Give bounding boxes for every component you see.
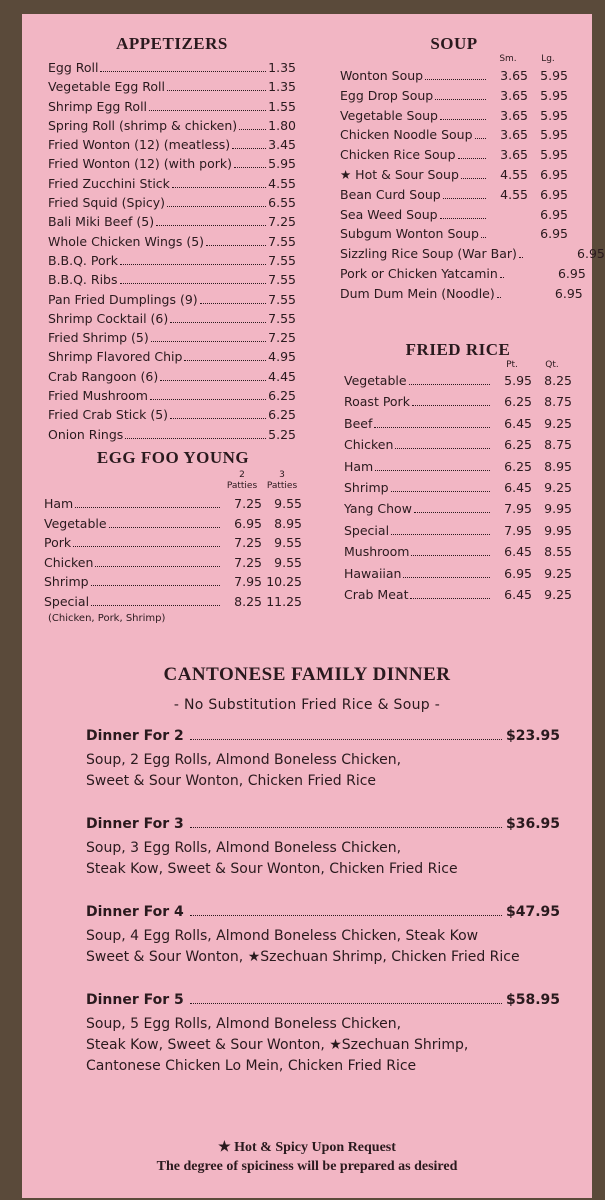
menu-item (340, 265, 586, 286)
dinner-package (86, 816, 560, 880)
item-price-large: 5.95 (540, 147, 568, 163)
menu-item (48, 156, 296, 175)
col-header-large: Lg. (541, 54, 555, 64)
menu-item (44, 555, 302, 575)
item-name: Whole Chicken Wings (5) (48, 233, 205, 249)
dot-leader (190, 739, 502, 740)
col-header-pint: Pt. (506, 360, 518, 370)
item-price-small: 7.95 (504, 501, 532, 517)
menu-item (344, 459, 572, 480)
menu-item (340, 226, 568, 246)
menu-item (340, 108, 568, 128)
menu-item (48, 214, 296, 233)
dot-leader (151, 341, 266, 342)
item-price-large: 6.95 (540, 166, 568, 182)
soup-section (340, 34, 605, 306)
item-name: Dum Dum Mein (Noodle) (340, 285, 495, 301)
dot-leader (411, 555, 490, 556)
dot-leader (149, 110, 266, 111)
item-price-large: 6.95 (540, 186, 568, 202)
menu-item (44, 594, 302, 614)
dot-leader (167, 90, 266, 91)
dot-leader (150, 399, 266, 400)
item-price-small: 7.95 (234, 574, 262, 589)
menu-item (44, 574, 302, 594)
dot-leader (184, 360, 266, 361)
item-price-large: 8.75 (544, 394, 572, 410)
menu-item (48, 349, 296, 368)
item-price-small: 6.25 (504, 394, 532, 410)
item-name: Spring Roll (shrimp & chicken) (48, 117, 238, 133)
item-price-small: 6.45 (504, 479, 532, 495)
col-header-2: 2 (239, 470, 245, 480)
item-name: B.B.Q. Pork (48, 252, 119, 268)
dot-leader (395, 448, 490, 449)
item-price: 6.55 (268, 195, 296, 211)
dot-leader (461, 178, 486, 179)
item-price-large: 9.25 (544, 565, 572, 581)
dot-leader (200, 303, 266, 304)
item-name: Bean Curd Soup (340, 186, 441, 202)
dinner-package (86, 728, 560, 792)
item-name: Fried Crab Stick (5) (48, 407, 169, 423)
item-name: Shrimp Flavored Chip (48, 349, 183, 365)
menu-item (48, 99, 296, 118)
menu-item (44, 516, 302, 536)
special-note: (Chicken, Pork, Shrimp) (48, 613, 166, 624)
item-price: 4.55 (268, 175, 296, 191)
item-name: Fried Mushroom (48, 388, 148, 404)
dinner-description: Soup, 5 Egg Rolls, Almond Boneless Chicken, (86, 1016, 402, 1032)
item-price-large: 5.95 (540, 68, 568, 83)
item-name: Vegetable Egg Roll (48, 79, 165, 95)
dot-leader (206, 245, 266, 246)
menu-item (48, 137, 296, 156)
menu-item (344, 523, 572, 544)
dot-leader (412, 405, 490, 406)
item-price-large: 8.55 (544, 544, 572, 560)
item-name: Chicken Rice Soup (340, 147, 456, 163)
appetizers-list (48, 60, 296, 446)
menu-item (44, 496, 302, 516)
item-name: Shrimp Egg Roll (48, 98, 148, 114)
item-name: Wonton Soup (340, 68, 424, 83)
item-name: Special (44, 593, 90, 609)
item-price: 6.25 (268, 388, 296, 404)
egg-foo-young-column-subheaders (44, 481, 302, 492)
item-name: Fried Shrimp (5) (48, 330, 149, 346)
menu-item (340, 207, 568, 227)
dinner-description: Soup, 3 Egg Rolls, Almond Boneless Chicken, (86, 840, 402, 856)
family-dinner-subtitle: - No Substitution Fried Rice & Soup - (173, 697, 441, 713)
menu-item (344, 501, 572, 522)
item-price: 7.55 (268, 291, 296, 307)
item-price-large: 8.95 (544, 458, 572, 474)
item-name: Hawaiian (344, 565, 402, 581)
dot-leader (190, 827, 502, 828)
item-name: Fried Zucchini Stick (48, 175, 170, 191)
item-price-small: 6.25 (504, 458, 532, 474)
item-price: 1.55 (268, 98, 296, 114)
col-subheader-3: Patties (266, 481, 298, 491)
dinner-price: $36.95 (505, 816, 560, 832)
item-name: Pan Fried Dumplings (9) (48, 291, 198, 307)
dot-leader (190, 1003, 502, 1004)
item-name: Egg Roll (48, 60, 99, 75)
menu-item (340, 167, 568, 187)
menu-item (48, 195, 296, 214)
item-price-large: 11.25 (266, 593, 302, 609)
dinner-header (86, 992, 560, 1014)
dinner-package (86, 992, 560, 1077)
item-price: 4.45 (268, 368, 296, 384)
menu-item (344, 437, 572, 458)
item-price-small: 4.55 (500, 186, 528, 202)
menu-item (344, 480, 572, 501)
item-name: ★ Hot & Sour Soup (340, 166, 459, 182)
item-name: Chicken (344, 437, 394, 453)
item-name: Yang Chow (344, 501, 412, 517)
item-price: 6.25 (268, 407, 296, 423)
item-name: Vegetable (44, 515, 107, 531)
item-name: Shrimp (44, 574, 89, 589)
dot-leader (425, 79, 486, 80)
item-price-small: 4.55 (500, 166, 528, 182)
egg-foo-young-list (44, 496, 302, 613)
dot-leader (440, 218, 486, 219)
item-price-small: 3.65 (500, 127, 528, 143)
dinner-price: $47.95 (505, 904, 560, 920)
menu-item (344, 566, 572, 587)
item-name: Pork (44, 535, 72, 550)
menu-item (48, 176, 296, 195)
item-price: 7.55 (268, 233, 296, 249)
menu-item (48, 311, 296, 330)
menu-item (44, 535, 302, 555)
item-price-large: 9.55 (274, 554, 302, 570)
menu-item (344, 544, 572, 565)
fried-rice-section (344, 340, 572, 608)
dot-leader (120, 264, 266, 265)
egg-foo-young-column-headers (44, 470, 302, 481)
dot-leader (160, 380, 266, 381)
item-price-large: 9.55 (274, 496, 302, 511)
item-price: 3.45 (268, 137, 296, 153)
item-price-small: 5.95 (504, 373, 532, 388)
item-price-large: 9.55 (274, 535, 302, 550)
dot-leader (190, 915, 502, 916)
menu-item (48, 292, 296, 311)
item-name: Vegetable Soup (340, 107, 438, 123)
soup-list (340, 68, 605, 306)
dot-leader (391, 491, 490, 492)
item-price: 1.35 (268, 60, 296, 75)
menu-item (344, 394, 572, 415)
item-price-small: 3.65 (500, 87, 528, 103)
item-price-large: 8.95 (274, 515, 302, 531)
dot-leader (156, 225, 266, 226)
item-price-small: 8.25 (234, 593, 262, 609)
menu-item (48, 388, 296, 407)
item-price-large: 9.25 (544, 415, 572, 431)
item-price-small: 7.25 (234, 496, 262, 511)
item-name: Chicken Noodle Soup (340, 127, 473, 143)
dinner-description: Soup, 4 Egg Rolls, Almond Boneless Chicken, Steak Kow (86, 928, 479, 944)
appetizers-heading: APPETIZERS (116, 34, 228, 53)
dot-leader (481, 237, 486, 238)
menu-item (344, 373, 572, 394)
item-price: 7.25 (268, 330, 296, 346)
dot-leader (374, 427, 490, 428)
item-name: Mushroom (344, 544, 410, 560)
item-price-small: 6.45 (504, 415, 532, 431)
item-price-small: 6.45 (504, 544, 532, 560)
dot-leader (91, 585, 220, 586)
menu-item (48, 407, 296, 426)
item-price-small: 6.95 (234, 515, 262, 531)
dot-leader (414, 512, 490, 513)
dot-leader (375, 470, 490, 471)
dot-leader (125, 438, 266, 439)
item-price-large: 6.95 (554, 285, 583, 301)
dot-leader (232, 148, 266, 149)
dot-leader (167, 206, 266, 207)
item-name: Sizzling Rice Soup (War Bar) (340, 246, 517, 262)
item-price: 5.25 (268, 426, 296, 442)
dot-leader (91, 605, 220, 606)
menu-item (48, 118, 296, 137)
menu-item (48, 272, 296, 291)
item-price-small: 7.95 (504, 522, 532, 538)
item-price-large: 6.95 (540, 206, 568, 222)
item-name: Egg Drop Soup (340, 87, 434, 103)
dot-leader (120, 283, 267, 284)
item-name: Roast Pork (344, 394, 410, 410)
menu-item (48, 79, 296, 98)
col-header-3: 3 (279, 470, 285, 480)
dinner-description: Sweet & Sour Wonton, Chicken Fried Rice (86, 773, 377, 789)
item-name: Subgum Wonton Soup (340, 226, 479, 242)
item-name: Bali Miki Beef (5) (48, 214, 155, 230)
item-price: 7.55 (268, 252, 296, 268)
dot-leader (443, 198, 486, 199)
item-name: Sea Weed Soup (340, 206, 438, 222)
dot-leader (475, 138, 486, 139)
menu-item (48, 330, 296, 349)
item-price-small: 3.65 (500, 147, 528, 163)
item-price-large: 8.25 (544, 373, 572, 388)
egg-foo-young-section (44, 448, 302, 624)
item-price-large: 10.25 (266, 574, 302, 589)
item-price: 7.55 (268, 272, 296, 288)
item-price-large: 9.95 (544, 522, 572, 538)
fried-rice-list (344, 373, 572, 608)
dinner-header (86, 904, 560, 926)
dot-leader (172, 187, 266, 188)
dot-leader (458, 158, 486, 159)
dot-leader (234, 167, 266, 168)
spicy-note: ★ Hot & Spicy Upon Request (218, 1140, 396, 1155)
menu-item (344, 416, 572, 437)
dot-leader (410, 598, 490, 599)
menu-item (340, 147, 568, 167)
item-price-large: 9.25 (544, 586, 572, 602)
item-name: B.B.Q. Ribs (48, 272, 118, 288)
item-price-small: 7.25 (234, 535, 262, 550)
dot-leader (239, 129, 266, 130)
egg-foo-young-heading: EGG FOO YOUNG (96, 448, 250, 467)
dinner-name: Dinner For 3 (86, 816, 184, 832)
dot-leader (391, 534, 490, 535)
dinner-price: $23.95 (505, 728, 560, 744)
family-dinner-heading: CANTONESE FAMILY DINNER (163, 664, 451, 685)
dot-leader (409, 384, 490, 385)
item-price: 7.55 (268, 310, 296, 326)
dot-leader (73, 546, 220, 547)
item-price: 5.95 (268, 156, 296, 172)
dinner-name: Dinner For 5 (86, 992, 184, 1008)
dinner-price: $58.95 (505, 992, 560, 1008)
dinner-header (86, 816, 560, 838)
item-price-small: 3.65 (500, 107, 528, 123)
item-name: Shrimp Cocktail (6) (48, 310, 169, 326)
dinner-description: Sweet & Sour Wonton, ★Szechuan Shrimp, Chicken Fried Rice (86, 949, 520, 965)
col-header-small: Sm. (499, 54, 517, 64)
dot-leader (100, 71, 266, 72)
dinner-package (86, 904, 560, 968)
menu-item (48, 60, 296, 79)
item-price-large: 9.25 (544, 479, 572, 495)
dot-leader (95, 566, 220, 567)
item-price: 4.95 (268, 349, 296, 365)
item-price-large: 6.95 (557, 265, 586, 281)
dot-leader (435, 99, 486, 100)
item-price-small: 6.95 (504, 565, 532, 581)
dinner-name: Dinner For 2 (86, 728, 184, 744)
item-name: Chicken (44, 554, 94, 570)
item-name: Crab Meat (344, 586, 409, 602)
dot-leader (170, 322, 266, 323)
col-subheader-2: Patties (226, 481, 258, 491)
item-price-large: 5.95 (540, 87, 568, 103)
item-name: Special (344, 522, 390, 538)
item-price-small: 7.25 (234, 554, 262, 570)
item-name: Fried Wonton (12) (with pork) (48, 156, 232, 172)
menu-item (344, 587, 572, 608)
dot-leader (403, 577, 490, 578)
dot-leader (109, 527, 220, 528)
item-name: Fried Squid (Spicy) (48, 195, 166, 211)
dinner-description: Cantonese Chicken Lo Mein, Chicken Fried Rice (86, 1058, 417, 1074)
menu-item (48, 253, 296, 272)
dinner-header (86, 728, 560, 750)
item-name: Ham (44, 496, 74, 511)
item-price-small: 3.65 (500, 68, 528, 83)
dot-leader (75, 507, 220, 508)
item-price-small: 6.25 (504, 437, 532, 453)
item-price-large: 6.95 (577, 246, 605, 262)
menu-item (340, 285, 583, 306)
menu-item (340, 246, 605, 266)
item-price-small: 6.45 (504, 586, 532, 602)
col-header-quart: Qt. (545, 360, 559, 370)
soup-heading: SOUP (430, 34, 478, 53)
menu-item (340, 127, 568, 147)
soup-column-headers (340, 54, 568, 65)
item-price: 7.25 (268, 214, 296, 230)
item-price: 1.35 (268, 79, 296, 95)
dinner-description: Steak Kow, Sweet & Sour Wonton, ★Szechuan Shrimp, (86, 1037, 469, 1053)
item-price-large: 5.95 (540, 127, 568, 143)
item-name: Ham (344, 458, 374, 474)
item-name: Fried Wonton (12) (meatless) (48, 137, 231, 153)
item-name: Pork or Chicken Yatcamin (340, 265, 498, 281)
item-price-large: 9.95 (544, 501, 572, 517)
menu-item (48, 234, 296, 253)
menu-item (48, 427, 296, 446)
appetizers-section (48, 34, 296, 446)
dinner-description: Steak Kow, Sweet & Sour Wonton, Chicken Fried Rice (86, 861, 458, 877)
fried-rice-column-headers (344, 360, 572, 371)
menu-item (48, 369, 296, 388)
menu-sheet (22, 14, 605, 1198)
spiciness-note: The degree of spiciness will be prepared as desired (156, 1159, 458, 1174)
item-price-large: 5.95 (540, 107, 568, 123)
dot-leader (170, 418, 266, 419)
menu-item (340, 88, 568, 108)
dot-leader (519, 257, 523, 258)
item-name: Crab Rangoon (6) (48, 368, 159, 384)
item-price-large: 8.75 (544, 437, 572, 453)
item-name: Beef (344, 415, 373, 431)
item-name: Vegetable (344, 373, 407, 388)
dot-leader (440, 119, 486, 120)
dinner-description: Soup, 2 Egg Rolls, Almond Boneless Chicken, (86, 752, 402, 768)
menu-item (340, 68, 568, 88)
item-name: Onion Rings (48, 426, 124, 442)
item-price: 1.80 (268, 117, 296, 133)
dinner-name: Dinner For 4 (86, 904, 184, 920)
dot-leader (497, 297, 501, 298)
item-price-large: 6.95 (540, 226, 568, 242)
fried-rice-heading: FRIED RICE (405, 340, 511, 359)
dot-leader (500, 277, 504, 278)
menu-item (340, 187, 568, 207)
item-name: Shrimp (344, 479, 389, 495)
